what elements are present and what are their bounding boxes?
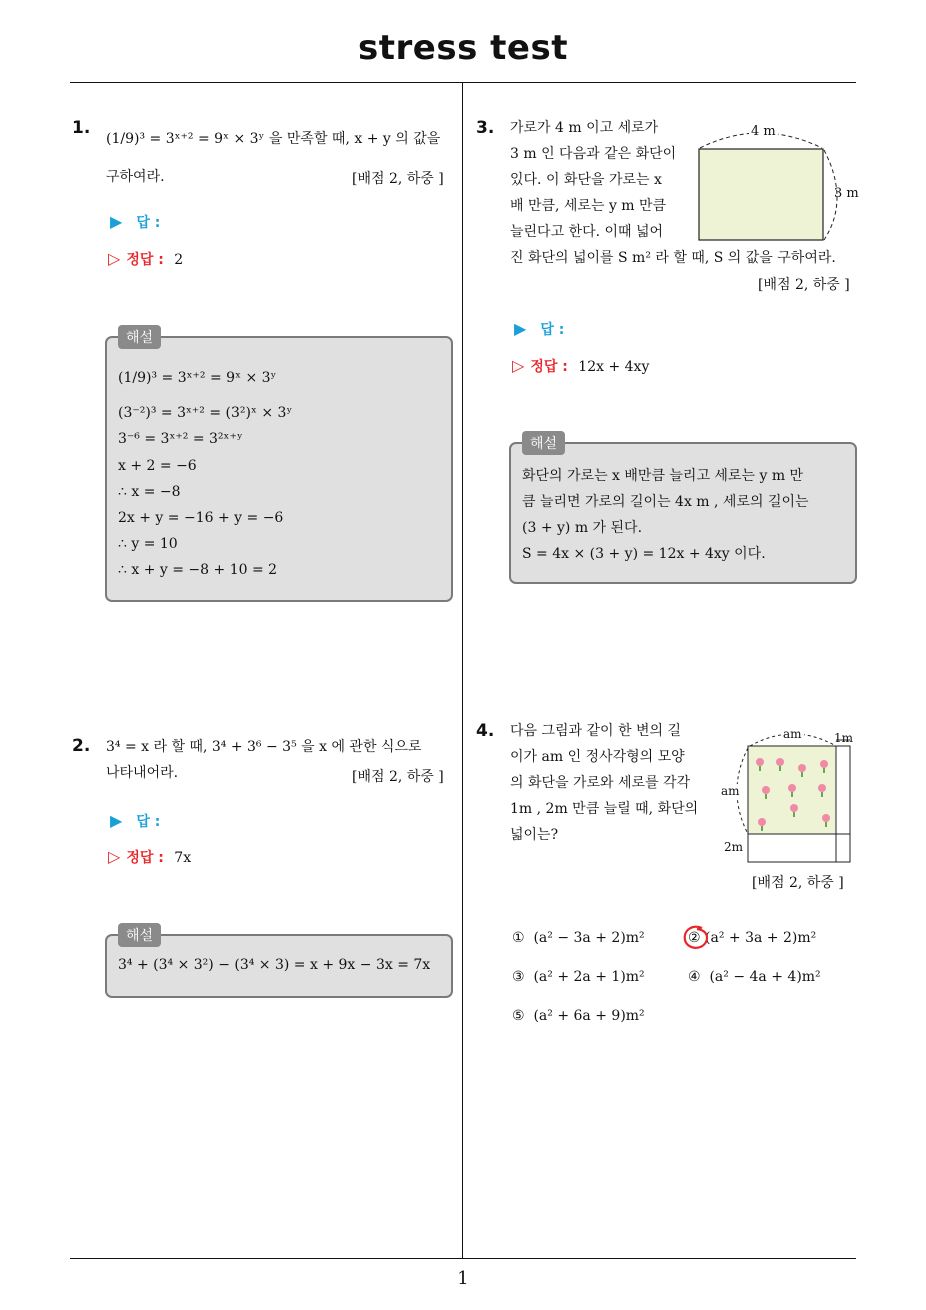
figure-label: am	[721, 784, 740, 798]
triangle-outline-icon: ▷	[512, 356, 525, 375]
explanation-line: 큼 늘리면 가로의 길이는 4x m , 세로의 길이는	[522, 494, 809, 510]
triangle-icon: ▶	[110, 212, 123, 231]
score-info: [배점 2, 하중 ]	[352, 171, 444, 187]
explanation-line: ∴ x = −8	[118, 484, 181, 500]
correct-answer: ▷ 정답 : 2	[108, 249, 184, 268]
question-text: 의 화단을 가로와 세로를 각각	[510, 775, 691, 791]
question-number: 2.	[72, 736, 91, 756]
question-text: 진 화단의 넓이를 S m² 라 할 때, S 의 값을 구하여라.	[510, 250, 836, 266]
explanation-tag: 해설	[118, 923, 161, 947]
correct-answer: ▷ 정답 : 12x + 4xy	[512, 356, 650, 375]
question-text: 가로가 4 m 이고 세로가	[510, 120, 659, 136]
question-number: 4.	[476, 721, 495, 741]
explanation-line: 3⁴ + (3⁴ × 3²) − (3⁴ × 3) = x + 9x − 3x = 7x	[118, 957, 431, 973]
figure-label: am	[783, 727, 802, 741]
choice-4[interactable]: ④ (a² − 4a + 4)m²	[688, 969, 821, 985]
triangle-outline-icon: ▷	[108, 847, 121, 866]
question-number: 1.	[72, 118, 91, 138]
choice-2[interactable]: ② (a² + 3a + 2)m²	[688, 930, 817, 946]
question-text: 늘린다고 한다. 이때 넓어	[510, 224, 664, 240]
footer-rule	[70, 1258, 856, 1259]
explanation-tag: 해설	[118, 325, 161, 349]
question-text: 다음 그림과 같이 한 변의 길	[510, 723, 682, 739]
document-title: stress test	[358, 28, 568, 68]
question-text: 구하여라.	[106, 169, 165, 185]
score-info: [배점 2, 하중 ]	[758, 277, 850, 293]
question-text: 나타내어라.	[106, 765, 179, 781]
selected-circle-icon	[681, 924, 711, 952]
answer-field[interactable]: ▶ 답 :	[110, 811, 161, 830]
question-number: 3.	[476, 118, 495, 138]
answer-field[interactable]: ▶ 답 :	[514, 319, 565, 338]
question-text: 1m , 2m 만큼 늘릴 때, 화단의	[510, 801, 699, 817]
question-text: 3⁴ = x 라 할 때, 3⁴ + 3⁶ − 3⁵ 을 x 에 관한 식으로	[106, 739, 422, 755]
explanation-line: (3⁻²)³ = 3ˣ⁺² = (3²)ˣ × 3ʸ	[118, 405, 293, 421]
column-divider	[462, 83, 463, 1259]
explanation-line: x + 2 = −6	[118, 458, 197, 474]
triangle-icon: ▶	[110, 811, 123, 830]
figure-label: 3 m	[834, 186, 859, 201]
explanation-line: 2x + y = −16 + y = −6	[118, 510, 284, 526]
question-text: 넓이는?	[510, 827, 559, 843]
figure-label: 1m	[834, 731, 854, 745]
explanation-line: ∴ x + y = −8 + 10 = 2	[118, 562, 278, 578]
explanation-line: (1/9)³ = 3ˣ⁺² = 9ˣ × 3ʸ	[118, 370, 277, 386]
correct-answer: ▷ 정답 : 7x	[108, 847, 192, 866]
title-rule	[70, 82, 856, 83]
question-text: 배 만큼, 세로는 y m 만큼	[510, 198, 667, 214]
explanation-line: ∴ y = 10	[118, 536, 178, 552]
garden-figure	[690, 120, 860, 250]
explanation-tag: 해설	[522, 431, 565, 455]
score-info: [배점 2, 하중 ]	[752, 875, 844, 891]
figure-label: 2m	[724, 840, 744, 854]
explanation-line: S = 4x × (3 + y) = 12x + 4xy 이다.	[522, 546, 766, 562]
figure-label: 4 m	[751, 124, 776, 139]
choice-1[interactable]: ① (a² − 3a + 2)m²	[512, 930, 645, 946]
question-text: 3 m 인 다음과 같은 화단이	[510, 146, 677, 162]
answer-field[interactable]: ▶ 답 :	[110, 212, 161, 231]
choice-3[interactable]: ③ (a² + 2a + 1)m²	[512, 969, 645, 985]
question-text: 이가 am 인 정사각형의 모양	[510, 749, 685, 765]
page-number: 1	[457, 1268, 469, 1289]
question-text: 있다. 이 화단을 가로는 x	[510, 172, 662, 188]
question-text: (1/9)³ = 3ˣ⁺² = 9ˣ × 3ʸ 을 만족할 때, x + y 의 값을	[106, 131, 441, 147]
score-info: [배점 2, 하중 ]	[352, 769, 444, 785]
explanation-line: 화단의 가로는 x 배만큼 늘리고 세로는 y m 만	[522, 468, 804, 484]
explanation-line: 3⁻⁶ = 3ˣ⁺² = 3²ˣ⁺ʸ	[118, 431, 243, 447]
triangle-outline-icon: ▷	[108, 249, 121, 268]
explanation-line: (3 + y) m 가 된다.	[522, 520, 643, 536]
triangle-icon: ▶	[514, 319, 527, 338]
choice-5[interactable]: ⑤ (a² + 6a + 9)m²	[512, 1008, 645, 1024]
